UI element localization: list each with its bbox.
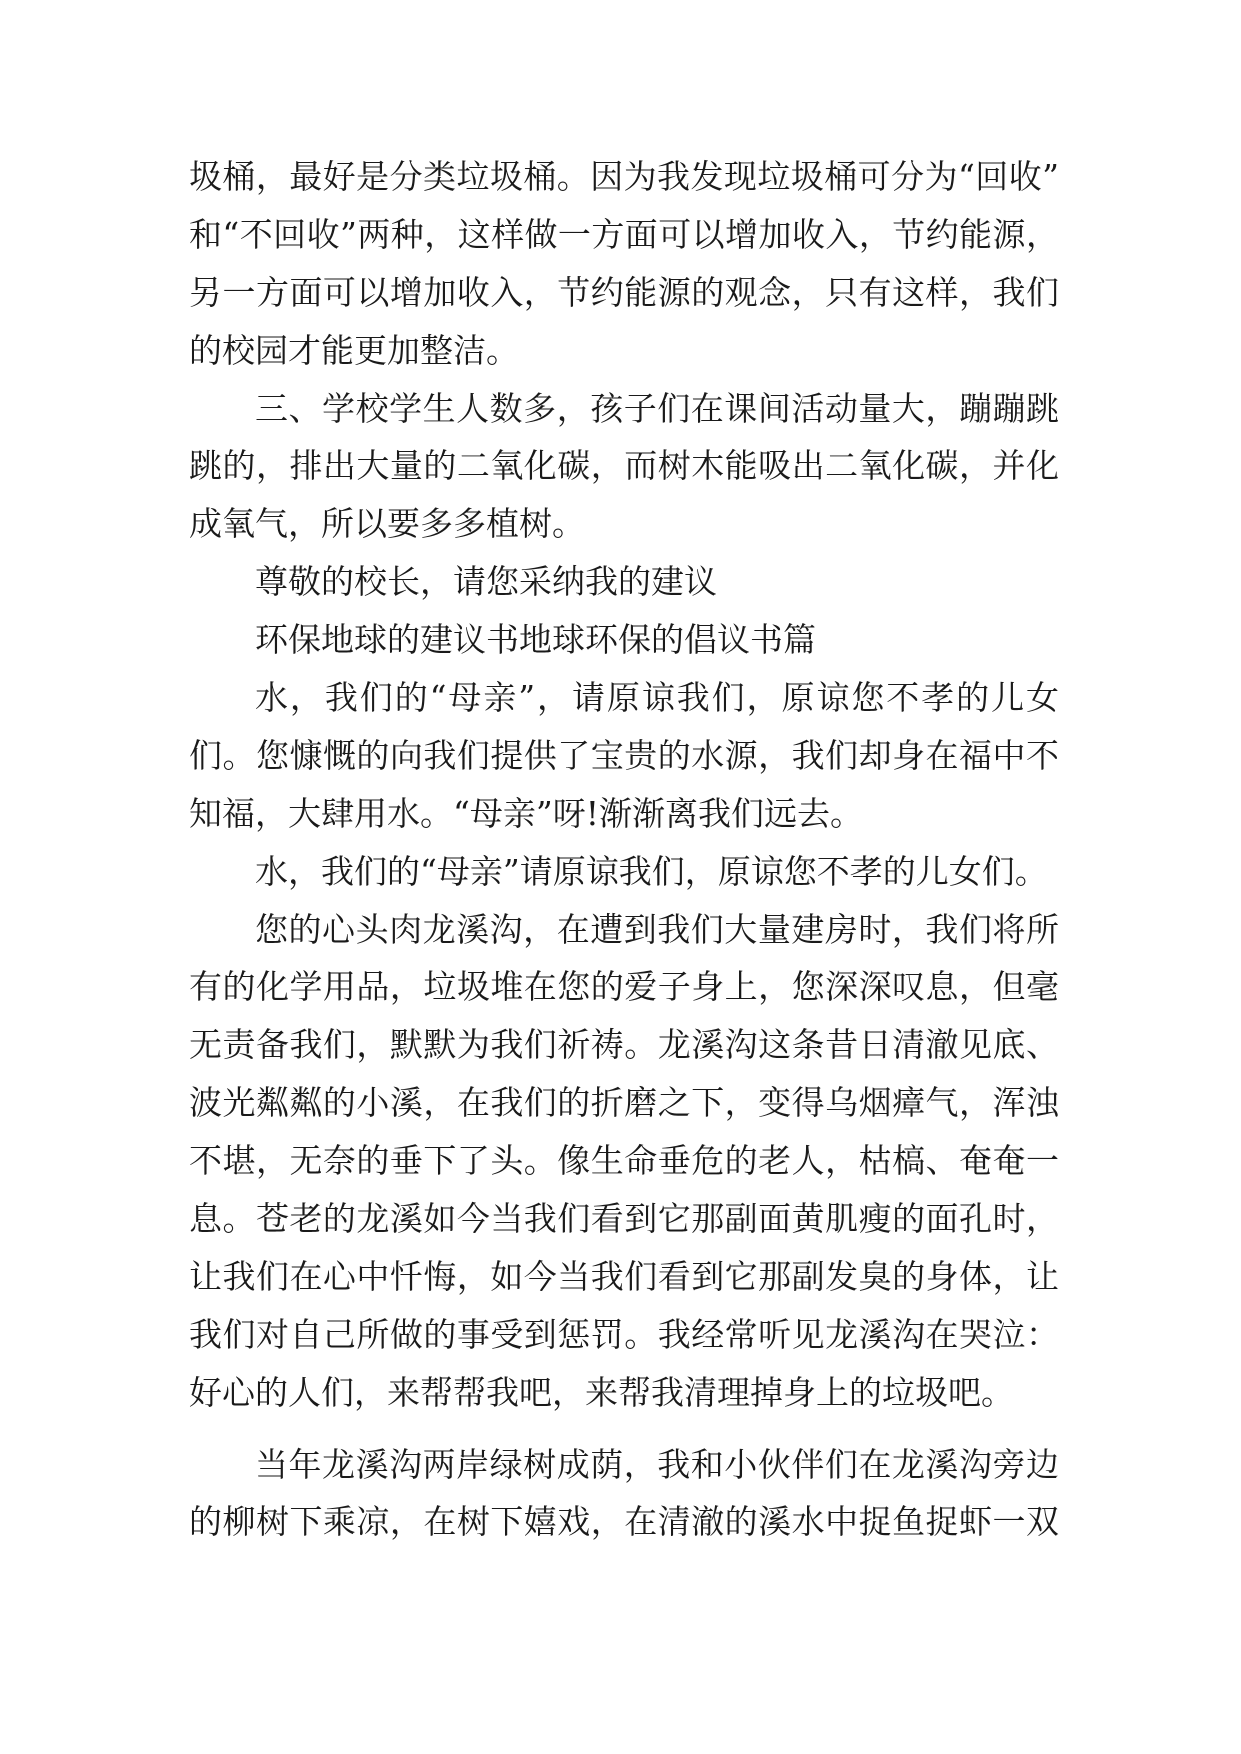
text-line: 另一方面可以增加收入，节约能源的观念，只有这样，我们: [189, 272, 1059, 312]
text-line: 三、学校学生人数多，孩子们在课间活动量大，蹦蹦跳: [255, 388, 1059, 428]
text-line: 您的心头肉龙溪沟，在遭到我们大量建房时，我们将所: [255, 909, 1059, 949]
text-line: 当年龙溪沟两岸绿树成荫，我和小伙伴们在龙溪沟旁边: [255, 1444, 1059, 1484]
text-line: 和“不回收”两种，这样做一方面可以增加收入，节约能源，: [189, 214, 1059, 254]
text-line: 知福，大肆用水。“母亲”呀!渐渐离我们远去。: [189, 793, 864, 833]
text-line: 圾桶，最好是分类垃圾桶。因为我发现垃圾桶可分为“回收”: [189, 157, 1059, 196]
text-line: 无责备我们，默默为我们祈祷。龙溪沟这条昔日清澈见底、: [189, 1025, 1059, 1065]
text-line: 让我们在心中忏悔，如今当我们看到它那副发臭的身体，让: [189, 1256, 1059, 1296]
text-line: 环保地球的建议书地球环保的倡议书篇: [255, 620, 816, 660]
document-body: [189, 148, 1059, 1551]
text-line: 尊敬的校长，请您采纳我的建议: [255, 562, 717, 602]
text-line: 不堪，无奈的垂下了头。像生命垂危的老人，枯槁、奄奄一: [189, 1141, 1059, 1181]
text-line: 们。您慷慨的向我们提供了宝贵的水源，我们却身在福中不: [189, 735, 1059, 775]
text-line: 有的化学用品，垃圾堆在您的爱子身上，您深深叹息，但毫: [189, 967, 1059, 1007]
text-line: 的校园才能更加整洁。: [189, 330, 519, 370]
text-line: 波光粼粼的小溪，在我们的折磨之下，变得乌烟瘴气，浑浊: [189, 1083, 1059, 1123]
text-line: 我们对自己所做的事受到惩罚。我经常听见龙溪沟在哭泣：: [189, 1314, 1059, 1354]
text-line: 跳的，排出大量的二氧化碳，而树木能吸出二氧化碳，并化: [189, 446, 1059, 486]
text-line: 息。苍老的龙溪如今当我们看到它那副面黄肌瘦的面孔时，: [189, 1199, 1059, 1239]
text-line: 水，我们的“母亲”，请原谅我们，原谅您不孝的儿女: [255, 678, 1059, 718]
text-line: 成氧气，所以要多多植树。: [189, 504, 585, 544]
text-line: 好心的人们，来帮帮我吧，来帮我清理掉身上的垃圾吧。: [189, 1372, 1014, 1412]
text-line: 的柳树下乘凉，在树下嬉戏，在清澈的溪水中捉鱼捉虾一双: [189, 1502, 1059, 1542]
text-line: 水，我们的“母亲”请原谅我们，原谅您不孝的儿女们。: [255, 851, 1048, 891]
